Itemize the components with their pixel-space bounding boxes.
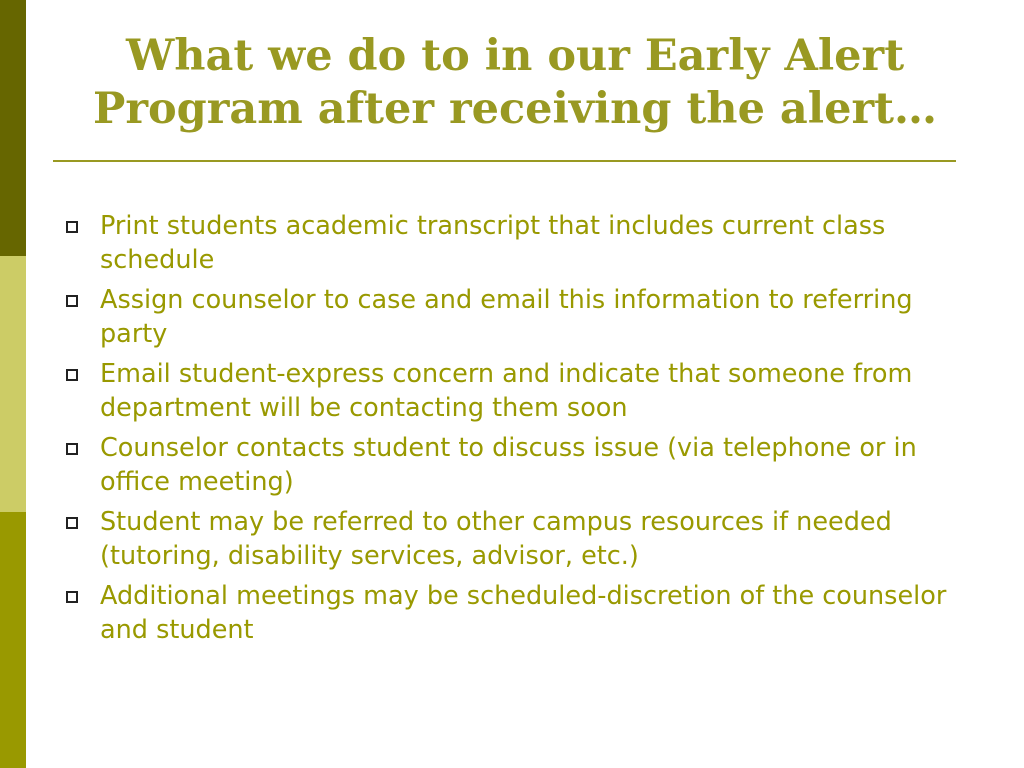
slide-title [60,30,970,136]
bullet-text: Additional meetings may be scheduled-discretion of the counselor and student [100,581,947,645]
hollow-square-bullet-icon [66,295,78,307]
bullet-item [62,357,962,425]
side-bar-top-segment [0,0,26,256]
title-divider [53,160,956,162]
bullet-item [62,209,962,277]
side-bar-bottom-segment [0,512,26,768]
bullet-item [62,431,962,499]
bullet-item [62,579,962,647]
hollow-square-bullet-icon [66,443,78,455]
bullet-text: Print students academic transcript that includes current class schedule [100,211,886,275]
hollow-square-bullet-icon [66,517,78,529]
hollow-square-bullet-icon [66,369,78,381]
slide-title-line-1: What we do to in our Early Alert [125,31,905,81]
hollow-square-bullet-icon [66,591,78,603]
bullet-list [62,209,962,653]
bullet-item [62,283,962,351]
bullet-text: Email student-express concern and indicate that someone from department will be contacting them soon [100,359,913,423]
hollow-square-bullet-icon [66,221,78,233]
bullet-text: Counselor contacts student to discuss issue (via telephone or in office meeting) [100,433,917,497]
bullet-text: Student may be referred to other campus resources if needed (tutoring, disability services, advisor, etc.) [100,507,892,571]
bullet-text: Assign counselor to case and email this information to referring party [100,285,913,349]
slide-title-line-2: Program after receiving the alert… [93,84,937,134]
side-bar-middle-segment [0,256,26,512]
bullet-item [62,505,962,573]
